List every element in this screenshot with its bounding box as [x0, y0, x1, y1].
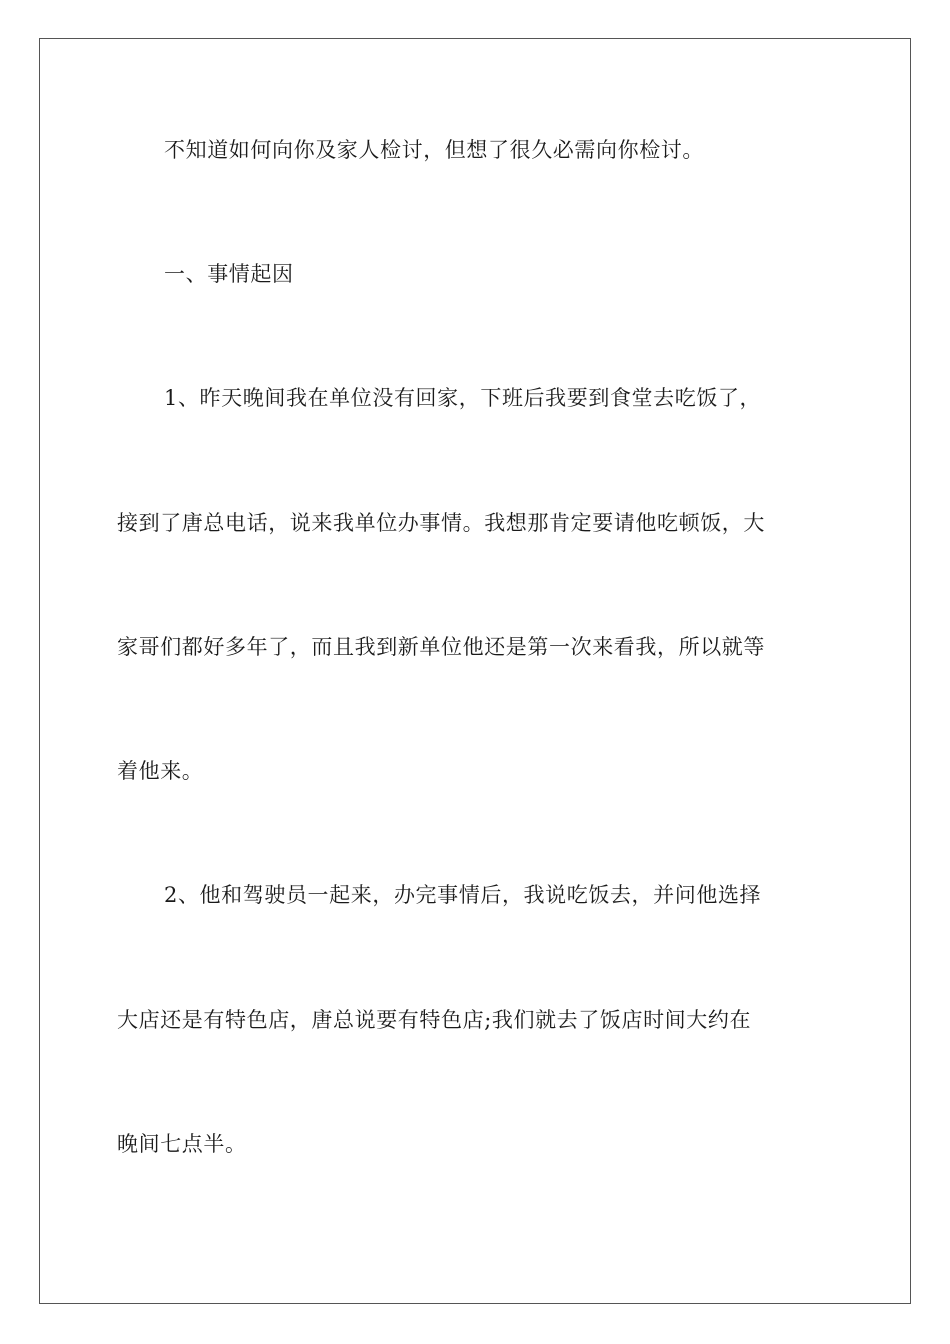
- paragraph-1-line-4: 着他来。: [117, 759, 204, 783]
- paragraph-1-line-3: 家哥们都好多年了，而且我到新单位他还是第一次来看我，所以就等: [117, 635, 765, 659]
- paragraph-1-line-1: 1、昨天晚间我在单位没有回家，下班后我要到食堂去吃饭了，: [164, 386, 762, 410]
- paragraph-2-line-2: 大店还是有特色店，唐总说要有特色店;我们就去了饭店时间大约在: [117, 1008, 752, 1032]
- page-border: [39, 38, 911, 1304]
- paragraph-1-line-2: 接到了唐总电话，说来我单位办事情。我想那肯定要请他吃顿饭，大: [117, 511, 765, 535]
- paragraph-2-line-1: 2、他和驾驶员一起来，办完事情后，我说吃饭去，并问他选择: [164, 883, 762, 907]
- section-heading: 一、事情起因: [164, 262, 294, 286]
- intro-paragraph: 不知道如何向你及家人检讨，但想了很久必需向你检讨。: [164, 138, 704, 162]
- paragraph-2-line-3: 晚间七点半。: [117, 1132, 247, 1156]
